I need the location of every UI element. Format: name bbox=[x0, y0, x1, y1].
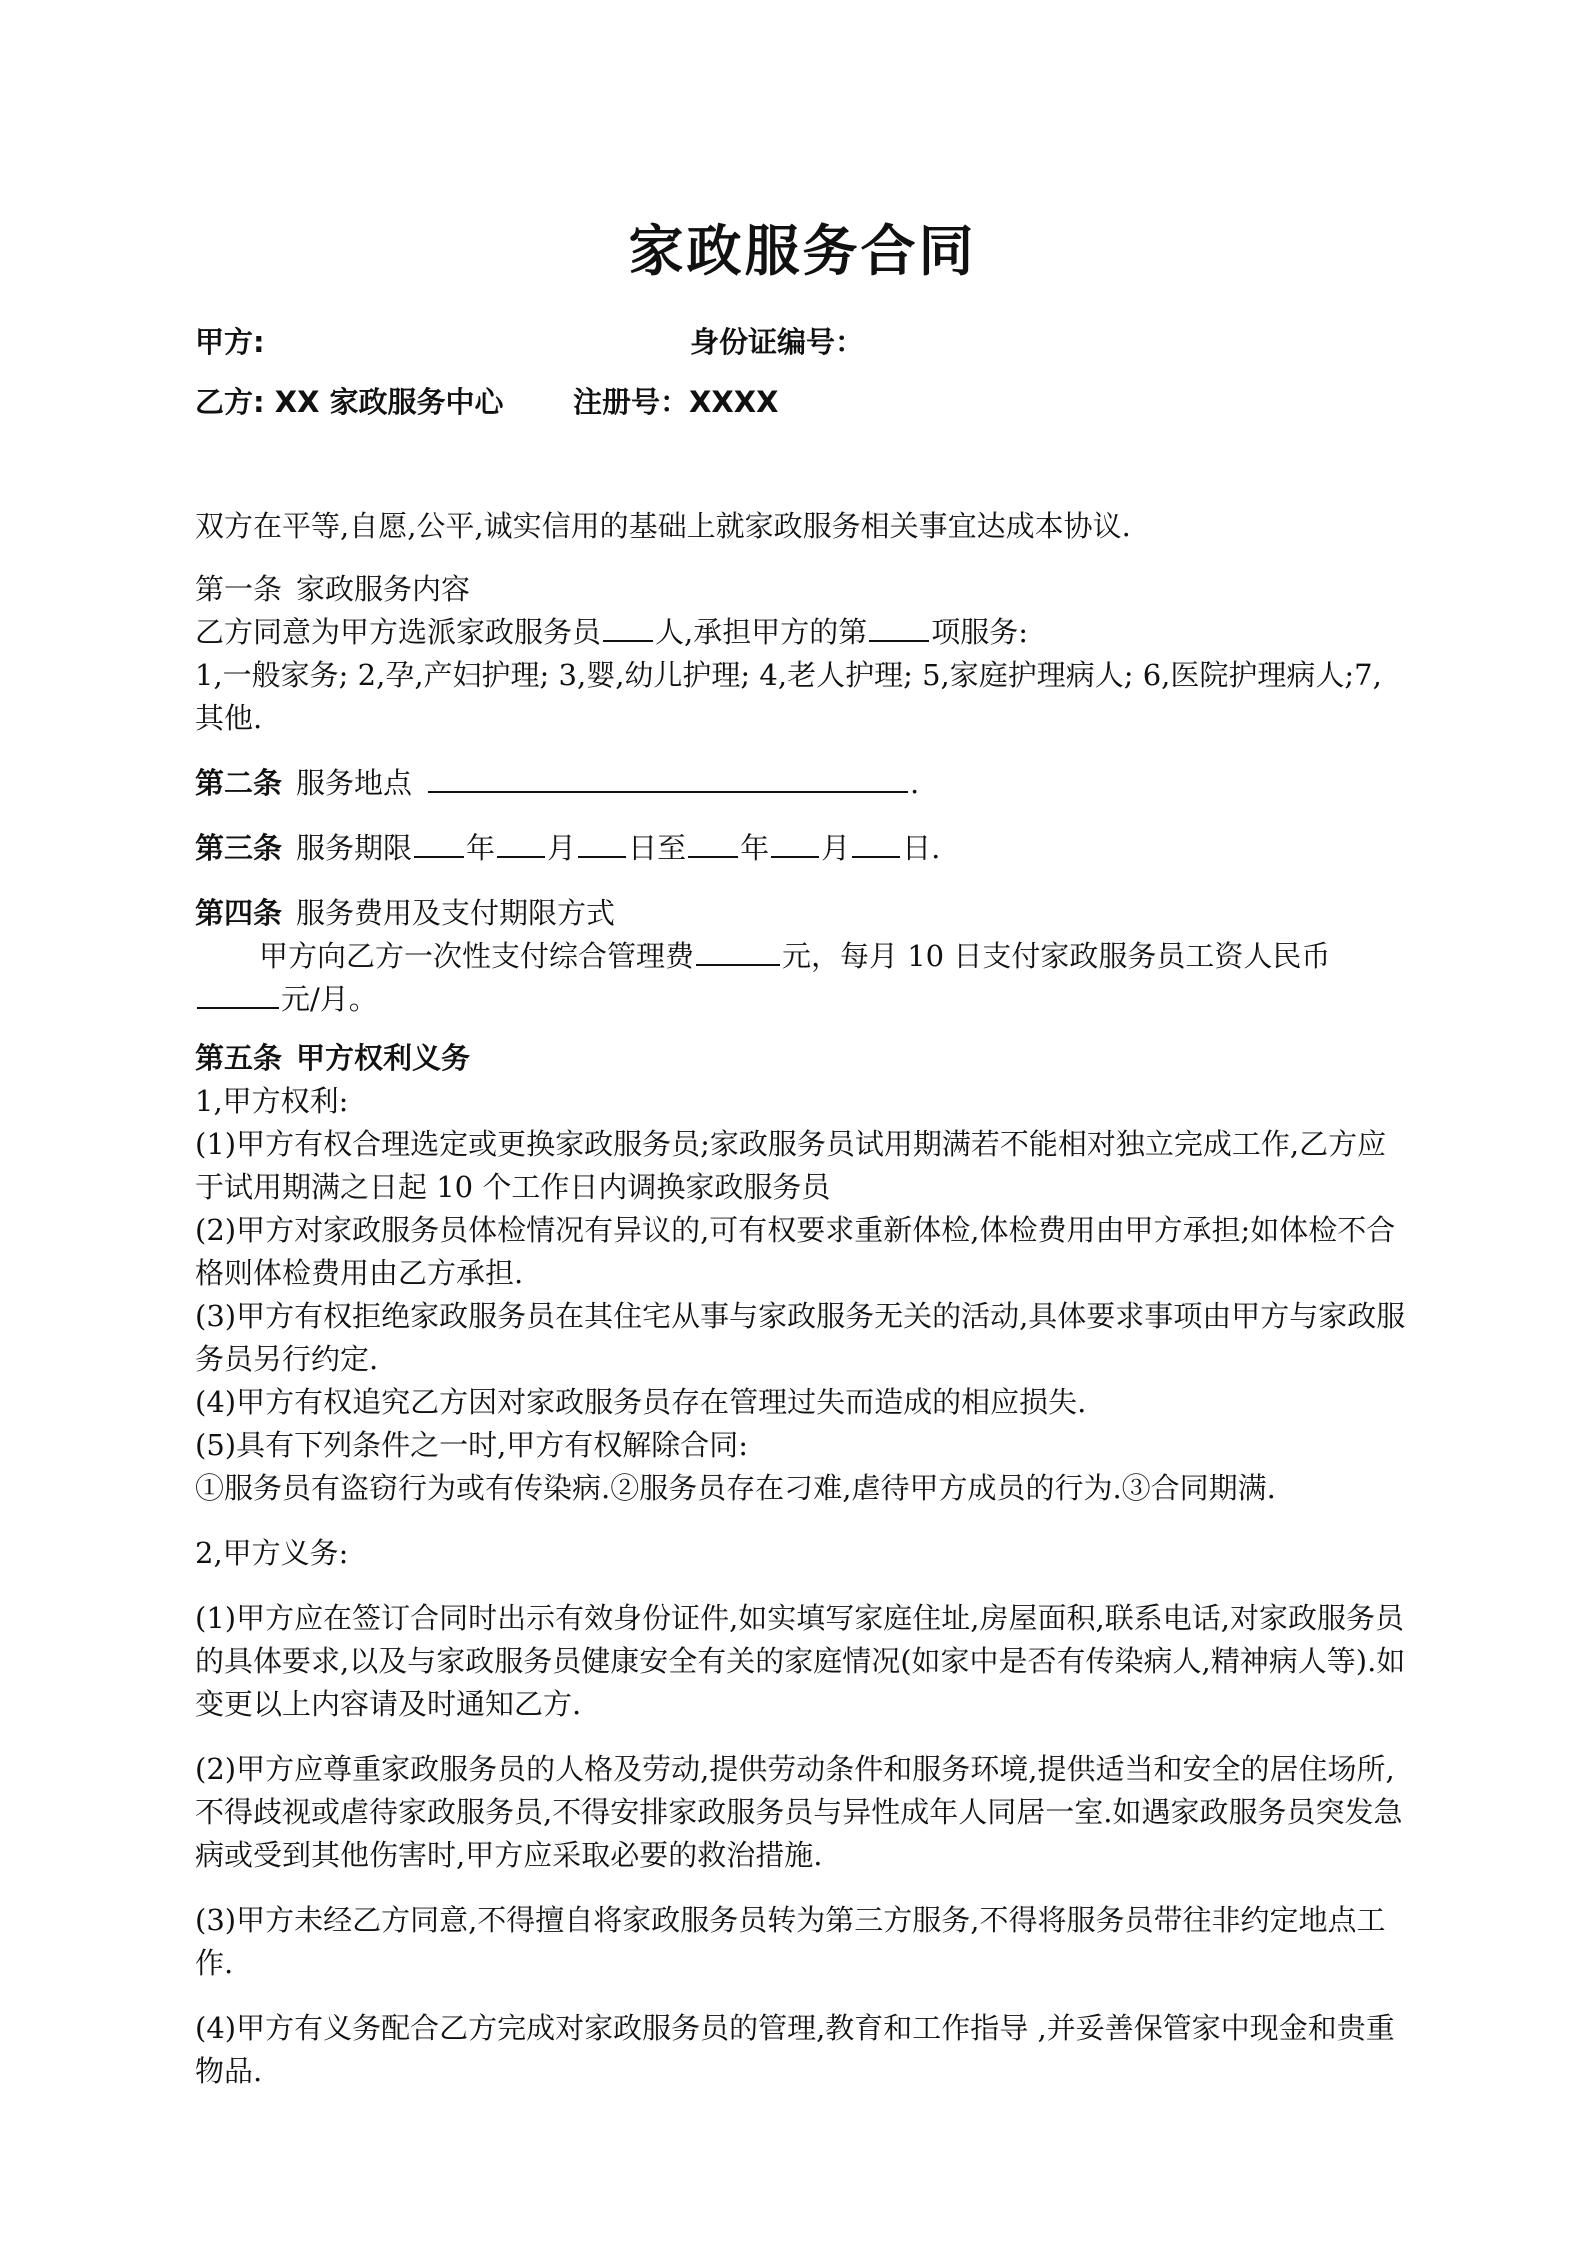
end-month-blank[interactable] bbox=[771, 828, 819, 858]
right-item: (4)甲方有权追究乙方因对家政服务员存在管理过失而造成的相应损失. bbox=[195, 1385, 1087, 1419]
day-to-label: 日至 bbox=[628, 831, 687, 865]
end-year-blank[interactable] bbox=[688, 828, 738, 858]
article-2 bbox=[195, 762, 1410, 805]
rights-title: 1,甲方权利: bbox=[195, 1084, 349, 1118]
id-number-label: 身份证编号： bbox=[690, 325, 865, 359]
right-item: (1)甲方有权合理选定或更换家政服务员;家政服务员试用期满若不能相对独立完成工作,乙方应于试用期满之日起 10 个工作日内调换家政服务员 bbox=[195, 1127, 1387, 1204]
start-day-blank[interactable] bbox=[578, 828, 626, 858]
contract-page bbox=[195, 0, 1410, 2245]
document-title: 家政服务合同 bbox=[628, 218, 977, 283]
party-b-row bbox=[195, 385, 779, 420]
article-5-title: 甲方权利义务 bbox=[296, 1041, 471, 1075]
year-label-2: 年 bbox=[740, 831, 770, 865]
article-4-text-a: 甲方向乙方一次性支付综合管理费 bbox=[259, 939, 695, 973]
party-b-name: XX 家政服务中心 bbox=[274, 385, 504, 419]
party-a-row bbox=[195, 325, 865, 360]
article-2-heading: 第二条 bbox=[195, 766, 283, 800]
intro-paragraph: 双方在平等,自愿,公平,诚实信用的基础上就家政服务相关事宜达成本协议. bbox=[195, 509, 1131, 543]
article-1-heading: 第一条 bbox=[195, 572, 283, 606]
staff-count-blank[interactable] bbox=[603, 612, 653, 642]
duties-title: 2,甲方义务: bbox=[195, 1536, 349, 1570]
right-item: (5)具有下列条件之一时,甲方有权解除合同: bbox=[195, 1428, 749, 1462]
registration-label: 注册号： bbox=[573, 385, 690, 419]
article-4 bbox=[195, 892, 1410, 1021]
contract-body bbox=[195, 505, 1410, 2093]
article-4-title: 服务费用及支付期限方式 bbox=[296, 896, 616, 930]
month-label-2: 月 bbox=[821, 831, 851, 865]
right-item: (3)甲方有权拒绝家政服务员在其住宅从事与家政服务无关的活动,具体要求事项由甲方与家政服务员另行约定. bbox=[195, 1299, 1406, 1376]
article-3-heading: 第三条 bbox=[195, 831, 283, 865]
end-day-blank[interactable] bbox=[852, 828, 900, 858]
party-a-label: 甲方: bbox=[195, 325, 265, 359]
registration-value: XXXX bbox=[689, 385, 779, 419]
service-item-blank[interactable] bbox=[869, 612, 929, 642]
article-5 bbox=[195, 1037, 1410, 2093]
article-5-heading: 第五条 bbox=[195, 1041, 283, 1075]
start-year-blank[interactable] bbox=[414, 828, 464, 858]
right-item: (2)甲方对家政服务员体检情况有异议的,可有权要求重新体检,体检费用由甲方承担;如体检不合格则体检费用由乙方承担. bbox=[195, 1213, 1396, 1290]
party-b-label: 乙方: bbox=[195, 385, 265, 419]
duty-item: (2)甲方应尊重家政服务员的人格及劳动,提供劳动条件和服务环境,提供适当和安全的居住场所,不得歧视或虐待家政服务员,不得安排家政服务员与异性成年人同居一室.如遇家政服务员突发急病或受到其他伤害时,甲方应采取必要的救治措施. bbox=[195, 1752, 1403, 1872]
article-1-text-a: 乙方同意为甲方选派家政服务员 bbox=[195, 615, 602, 649]
article-1-text-c: 项服务: bbox=[931, 615, 1029, 649]
start-month-blank[interactable] bbox=[497, 828, 545, 858]
article-4-heading: 第四条 bbox=[195, 896, 283, 930]
right-item: ①服务员有盗窃行为或有传染病.②服务员存在刁难,虐待甲方成员的行为.③合同期满. bbox=[195, 1471, 1276, 1505]
article-1 bbox=[195, 568, 1410, 740]
duty-item: (4)甲方有义务配合乙方完成对家政服务员的管理,教育和工作指导 ,并妥善保管家中现金和贵重物品. bbox=[195, 2011, 1395, 2088]
duty-item: (1)甲方应在签订合同时出示有效身份证件,如实填写家庭住址,房屋面积,联系电话,对家政服务员的具体要求,以及与家政服务员健康安全有关的家庭情况(如家中是否有传染病人,精神病人等).如变更以上内容请及时通知乙方. bbox=[195, 1601, 1406, 1721]
monthly-wage-blank[interactable] bbox=[197, 979, 279, 1009]
duty-item: (3)甲方未经乙方同意,不得擅自将家政服务员转为第三方服务,不得将服务员带往非约定地点工作. bbox=[195, 1903, 1386, 1980]
article-1-text-b: 人,承担甲方的第 bbox=[655, 615, 868, 649]
article-4-text-b: 元，每月 10 日支付家政服务员工资人民币 bbox=[782, 939, 1331, 973]
service-location-blank[interactable] bbox=[428, 763, 908, 793]
article-3 bbox=[195, 827, 1410, 870]
management-fee-blank[interactable] bbox=[696, 936, 780, 966]
year-label: 年 bbox=[466, 831, 496, 865]
article-1-title: 家政服务内容 bbox=[296, 572, 471, 606]
article-3-title: 服务期限 bbox=[296, 831, 413, 865]
day-end-label: 日. bbox=[902, 831, 941, 865]
article-2-title: 服务地点 bbox=[296, 766, 413, 800]
month-label: 月 bbox=[547, 831, 577, 865]
service-items-list: 1,一般家务; 2,孕,产妇护理; 3,婴,幼儿护理; 4,老人护理; 5,家庭护理病人; 6,医院护理病人;7,其他. bbox=[195, 658, 1382, 735]
article-2-period: . bbox=[910, 766, 920, 800]
article-4-text-c: 元/月。 bbox=[281, 982, 378, 1016]
